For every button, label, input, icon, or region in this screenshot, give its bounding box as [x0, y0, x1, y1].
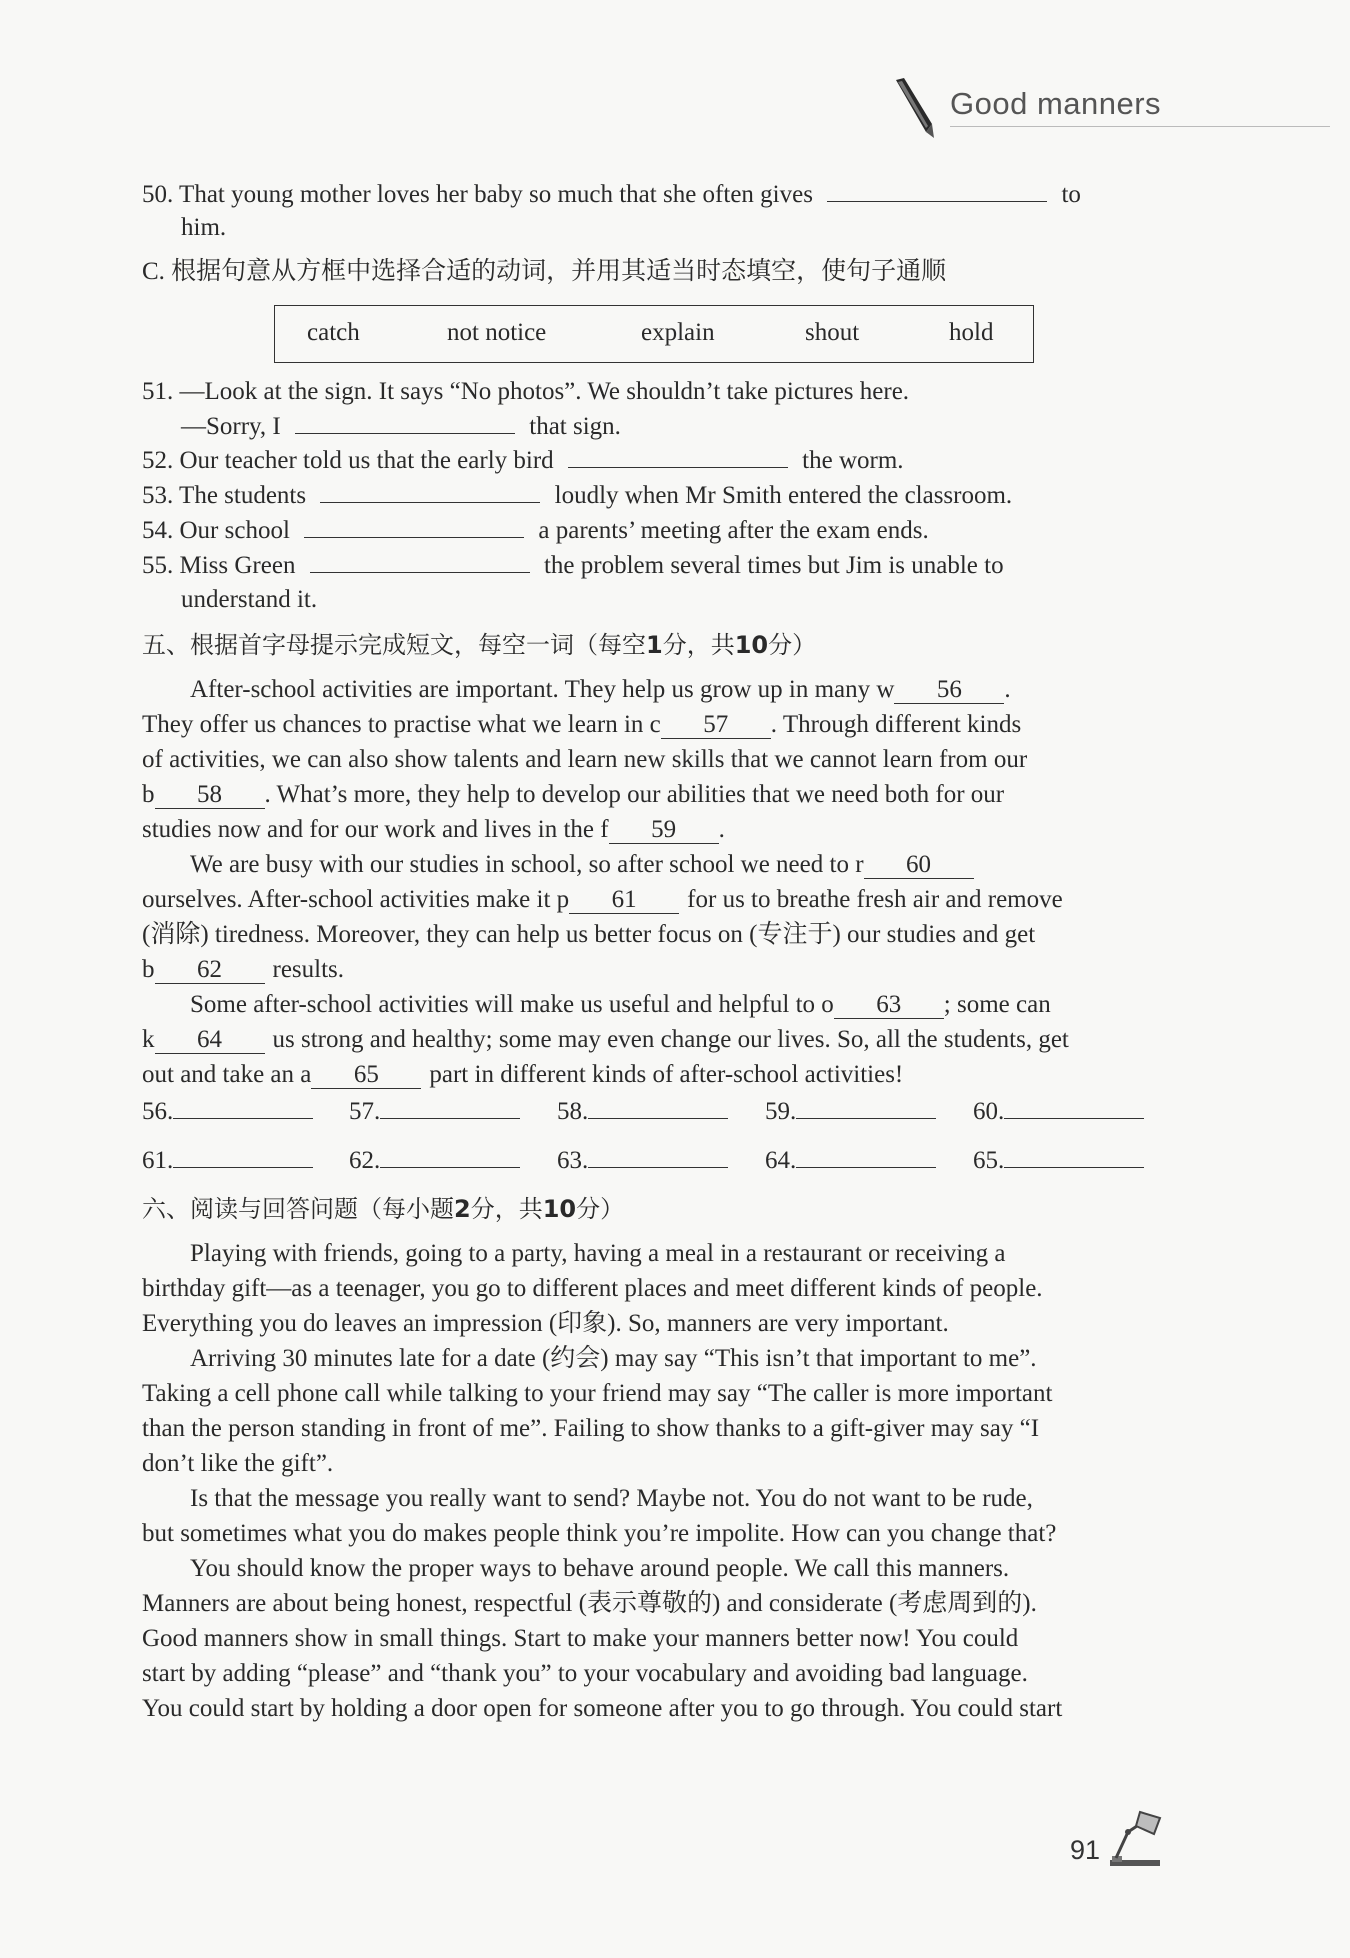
passage6-line: Is that the message you really want to send? Maybe not. You do not want to be rude, [190, 1485, 1033, 1512]
passage6-line: Manners are about being honest, respectful (表示尊敬的) and considerate (考虑周到的). [142, 1590, 1037, 1617]
passage6-line: but sometimes what you do makes people think you’re impolite. How can you change that? [142, 1520, 1057, 1547]
blank-65[interactable]: 65 [311, 1062, 421, 1089]
question-54: 54. Our school a parents’ meeting after the exam ends. [142, 513, 1172, 548]
answer-65: 65. [973, 1143, 1144, 1175]
passage5-line: of activities, we can also show talents and learn new skills that we cannot learn from our [142, 746, 1028, 773]
answer-line[interactable] [796, 1094, 936, 1119]
answer-line[interactable] [588, 1094, 728, 1119]
word-option: not notice [447, 319, 547, 346]
passage6-line: Good manners show in small things. Start to make your manners better now! You could [142, 1625, 1019, 1652]
answer-blank-50[interactable] [827, 177, 1047, 202]
passage6-line: than the person standing in front of me”. Failing to show thanks to a gift-giver may say “I [142, 1415, 1040, 1442]
question-55: 55. Miss Green the problem several times but Jim is unable to [142, 548, 1172, 583]
passage6-line: start by adding “please” and “thank you” to your vocabulary and avoiding bad language. [142, 1660, 1028, 1687]
answer-blank-52[interactable] [568, 443, 788, 468]
answer-line[interactable] [1004, 1094, 1144, 1119]
blank-57[interactable]: 57 [661, 712, 771, 739]
passage6-line: You could start by holding a door open for someone after you to go through. You could start [142, 1695, 1063, 1722]
answer-blank-55[interactable] [310, 548, 530, 573]
section-6-title: 六、阅读与回答问题（每小题2分，共10分） [142, 1195, 625, 1223]
passage5-line: After-school activities are important. They help us grow up in many w 56 . [190, 676, 1011, 703]
passage6-line: don’t like the gift”. [142, 1450, 334, 1477]
word-option: explain [641, 319, 715, 346]
answer-line[interactable] [796, 1143, 936, 1168]
blank-58[interactable]: 58 [155, 782, 265, 809]
answer-61: 61. [142, 1143, 313, 1175]
blank-62[interactable]: 62 [155, 957, 265, 984]
passage5-line: out and take an a 65 part in different kinds of after-school activities! [142, 1061, 904, 1088]
passage5-line: ourselves. After-school activities make it p 61 for us to breathe fresh air and remove [142, 886, 1063, 913]
desk-lamp-icon [1106, 1808, 1166, 1870]
question-52: 52. Our teacher told us that the early bird the worm. [142, 443, 1172, 478]
blank-64[interactable]: 64 [155, 1027, 265, 1054]
word-box [274, 305, 1034, 363]
blank-61[interactable]: 61 [569, 887, 679, 914]
answer-blank-54[interactable] [304, 513, 524, 538]
question-51: 51. —Look at the sign. It says “No photos”. We shouldn’t take pictures here. [142, 378, 910, 405]
header-rule [950, 126, 1330, 127]
passage5-line: b 58 . What’s more, they help to develop our abilities that we need both for our [142, 781, 1005, 808]
answer-blank-53[interactable] [320, 478, 540, 503]
passage5-line: studies now and for our work and lives in the f 59 . [142, 816, 725, 843]
passage5-line: They offer us chances to practise what we learn in c 57 . Through different kinds [142, 711, 1022, 738]
answer-62: 62. [349, 1143, 520, 1175]
answer-57: 57. [349, 1094, 520, 1126]
question-50-line2: him. [181, 214, 227, 241]
passage5-line: We are busy with our studies in school, so after school we need to r 60 [190, 848, 1220, 882]
question-55-line2: understand it. [181, 586, 318, 613]
section-5-title: 五、根据首字母提示完成短文，每空一词（每空1分，共10分） [142, 631, 817, 659]
section-c-title: C. 根据句意从方框中选择合适的动词，并用其适当时态填空，使句子通顺 [142, 258, 947, 285]
word-option: catch [307, 319, 360, 346]
page-header [890, 70, 1330, 140]
answer-line[interactable] [1004, 1143, 1144, 1168]
answer-58: 58. [557, 1094, 728, 1126]
blank-59[interactable]: 59 [609, 817, 719, 844]
word-option: shout [805, 319, 860, 346]
blank-56[interactable]: 56 [894, 677, 1004, 704]
answer-line[interactable] [380, 1094, 520, 1119]
answer-line[interactable] [588, 1143, 728, 1168]
word-option: hold [949, 319, 994, 346]
passage5-line: (消除) tiredness. Moreover, they can help us better focus on (专注于) our studies and get [142, 921, 1036, 948]
passage5-line: b 62 results. [142, 956, 345, 983]
answer-60: 60. [973, 1094, 1144, 1126]
answer-line[interactable] [173, 1094, 313, 1119]
answer-59: 59. [765, 1094, 936, 1126]
passage6-line: Arriving 30 minutes late for a date (约会) may say “This isn’t that important to me”. [190, 1345, 1037, 1372]
passage6-line: You should know the proper ways to behave around people. We call this manners. [190, 1555, 1010, 1582]
passage6-line: Taking a cell phone call while talking to your friend may say “The caller is more important [142, 1380, 1053, 1407]
passage5-line: k 64 us strong and healthy; some may even change our lives. So, all the students, get [142, 1026, 1069, 1053]
blank-63[interactable]: 63 [834, 992, 944, 1019]
answer-64: 64. [765, 1143, 936, 1175]
passage6-line: Playing with friends, going to a party, having a meal in a restaurant or receiving a [190, 1240, 1006, 1267]
question-51-reply: —Sorry, I that sign. [181, 409, 1211, 444]
blank-60[interactable]: 60 [864, 852, 974, 879]
question-53: 53. The students loudly when Mr Smith entered the classroom. [142, 478, 1172, 513]
answer-line[interactable] [380, 1143, 520, 1168]
question-50: 50. That young mother loves her baby so much that she often gives to [142, 177, 1172, 212]
answer-56: 56. [142, 1094, 313, 1126]
page-number: 91 [1070, 1835, 1101, 1865]
header-title: Good manners [950, 86, 1162, 121]
answer-line[interactable] [173, 1143, 313, 1168]
answer-63: 63. [557, 1143, 728, 1175]
passage5-line: Some after-school activities will make us useful and helpful to o 63 ; some can [190, 991, 1051, 1018]
answer-blank-51[interactable] [295, 409, 515, 434]
passage6-line: birthday gift—as a teenager, you go to different places and meet different kinds of people. [142, 1275, 1043, 1302]
passage6-line: Everything you do leaves an impression (印象). So, manners are very important. [142, 1310, 949, 1337]
pen-icon [890, 76, 940, 140]
